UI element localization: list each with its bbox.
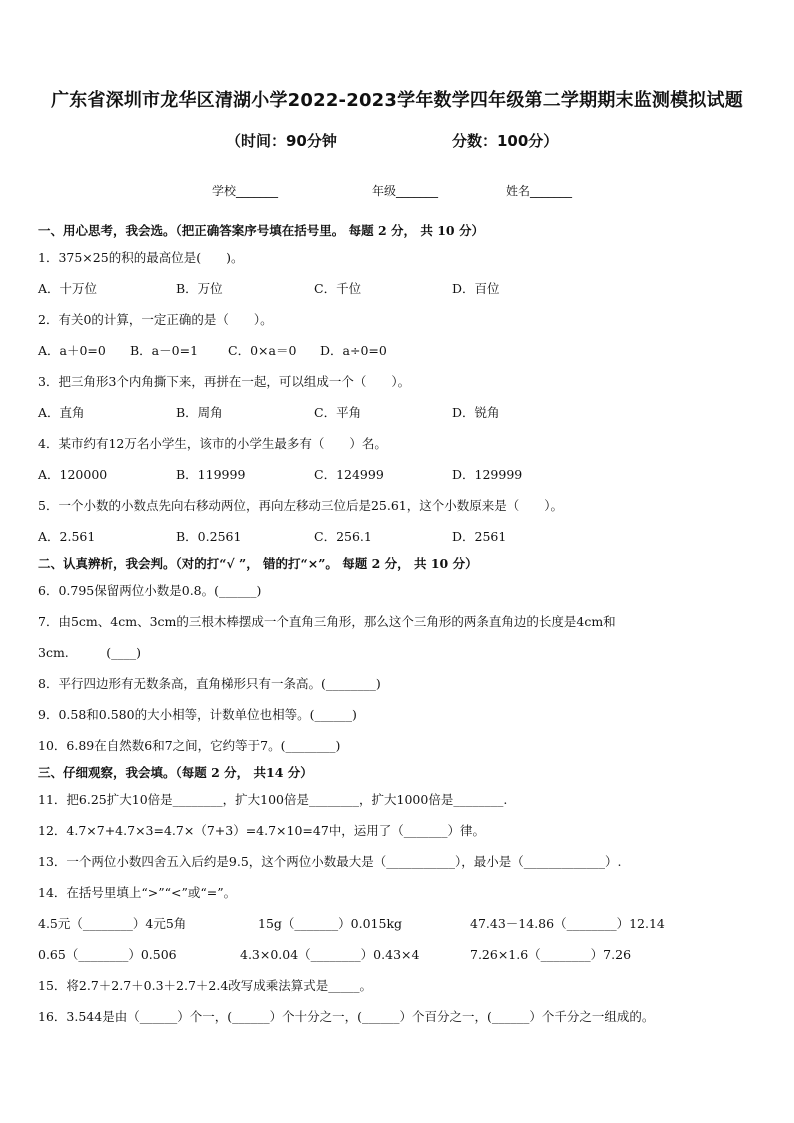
question-14: 14．在括号里填上“>”“<”或“=”。 (38, 885, 237, 900)
question-2: 2．有关0的计算，一定正确的是（ ）。 (38, 312, 273, 327)
q5-option-c: C．256.1 (314, 529, 372, 544)
question-15: 15．将2.7＋2.7＋0.3＋2.7＋2.4改写成乘法算式是_____。 (38, 978, 373, 993)
q2-option-b: B．a－0=1 (130, 343, 199, 358)
q1-option-c: C．千位 (314, 281, 362, 296)
question-1: 1．375×25的积的最高位是( )。 (38, 250, 244, 265)
question-12: 12．4.7×7+4.7×3=4.7×（7+3）=4.7×10=47中，运用了（_______）律。 (38, 823, 486, 838)
school-field: 学校_______ (212, 184, 279, 198)
q14-item-4: 0.65（________）0.506 (38, 947, 177, 962)
section-3-heading: 三、仔细观察，我会填。（每题 2 分， 共14 分） (38, 765, 313, 780)
exam-title: 广东省深圳市龙华区清湖小学2022-2023学年数学四年级第二学期期末监测模拟试题 (51, 90, 743, 111)
question-4: 4．某市约有12万名小学生，该市的小学生最多有（ ）名。 (38, 436, 387, 451)
q14-item-1: 4.5元（________）4元5角 (38, 916, 187, 931)
name-field: 姓名_______ (506, 184, 573, 198)
exam-score: 分数：100分） (452, 132, 559, 150)
q5-option-b: B．0.2561 (176, 529, 242, 544)
q1-option-d: D．百位 (452, 281, 500, 296)
section-1-heading: 一、用心思考，我会选。（把正确答案序号填在括号里。 每题 2 分， 共 10 分） (38, 223, 484, 238)
section-2-heading: 二、认真辨析，我会判。（对的打“√ ”， 错的打“×”。 每题 2 分， 共 10 分） (38, 556, 478, 571)
q3-option-b: B．周角 (176, 405, 223, 420)
question-9: 9．0.58和0.580的大小相等，计数单位也相等。(______) (38, 707, 357, 722)
q2-option-c: C．0×a＝0 (228, 343, 297, 358)
q3-option-a: A．直角 (38, 405, 85, 420)
q1-option-a: A．十万位 (38, 281, 98, 296)
question-13: 13．一个两位小数四舍五入后约是9.5，这个两位小数最大是（___________），最小是（_____________）. (38, 854, 622, 869)
q2-option-a: A．a＋0=0 (38, 343, 106, 358)
question-8: 8．平行四边形有无数条高，直角梯形只有一条高。(________) (38, 676, 381, 691)
question-16: 16．3.544是由（______）个一，(______）个十分之一，(______）个百分之一，(______）个千分之一组成的。 (38, 1009, 655, 1024)
q4-option-a: A．120000 (38, 467, 108, 482)
q14-item-2: 15g（_______）0.015kg (258, 916, 403, 931)
question-10: 10．6.89在自然数6和7之间，它约等于7。(________) (38, 738, 341, 753)
q5-option-a: A．2.561 (38, 529, 96, 544)
question-5: 5．一个小数的小数点先向右移动两位，再向左移动三位后是25.61，这个小数原来是（ ）。 (38, 498, 563, 513)
q3-option-d: D．锐角 (452, 405, 500, 420)
question-11: 11．把6.25扩大10倍是________，扩大100倍是________，扩大1000倍是________. (38, 792, 508, 807)
q1-option-b: B．万位 (176, 281, 223, 296)
q3-option-c: C．平角 (314, 405, 362, 420)
question-6: 6．0.795保留两位小数是0.8。(______) (38, 583, 262, 598)
q4-option-c: C．124999 (314, 467, 384, 482)
q14-item-6: 7.26×1.6（________）7.26 (470, 947, 632, 962)
question-3: 3．把三角形3个内角撕下来，再拼在一起，可以组成一个（ ）。 (38, 374, 411, 389)
question-7-line-2: 3cm. (____) (38, 645, 142, 660)
q4-option-d: D．129999 (452, 467, 523, 482)
q4-option-b: B．119999 (176, 467, 246, 482)
grade-field: 年级_______ (372, 184, 439, 198)
question-7-line-1: 7．由5cm、4cm、3cm的三根木棒摆成一个直角三角形，那么这个三角形的两条直角边的长度是4cm和 (38, 614, 616, 629)
q14-item-3: 47.43－14.86（________）12.14 (470, 916, 665, 931)
q14-item-5: 4.3×0.04（________）0.43×4 (240, 947, 420, 962)
q5-option-d: D．2561 (452, 529, 507, 544)
q2-option-d: D．a÷0=0 (320, 343, 387, 358)
exam-time: （时间：90分钟 (226, 132, 337, 150)
